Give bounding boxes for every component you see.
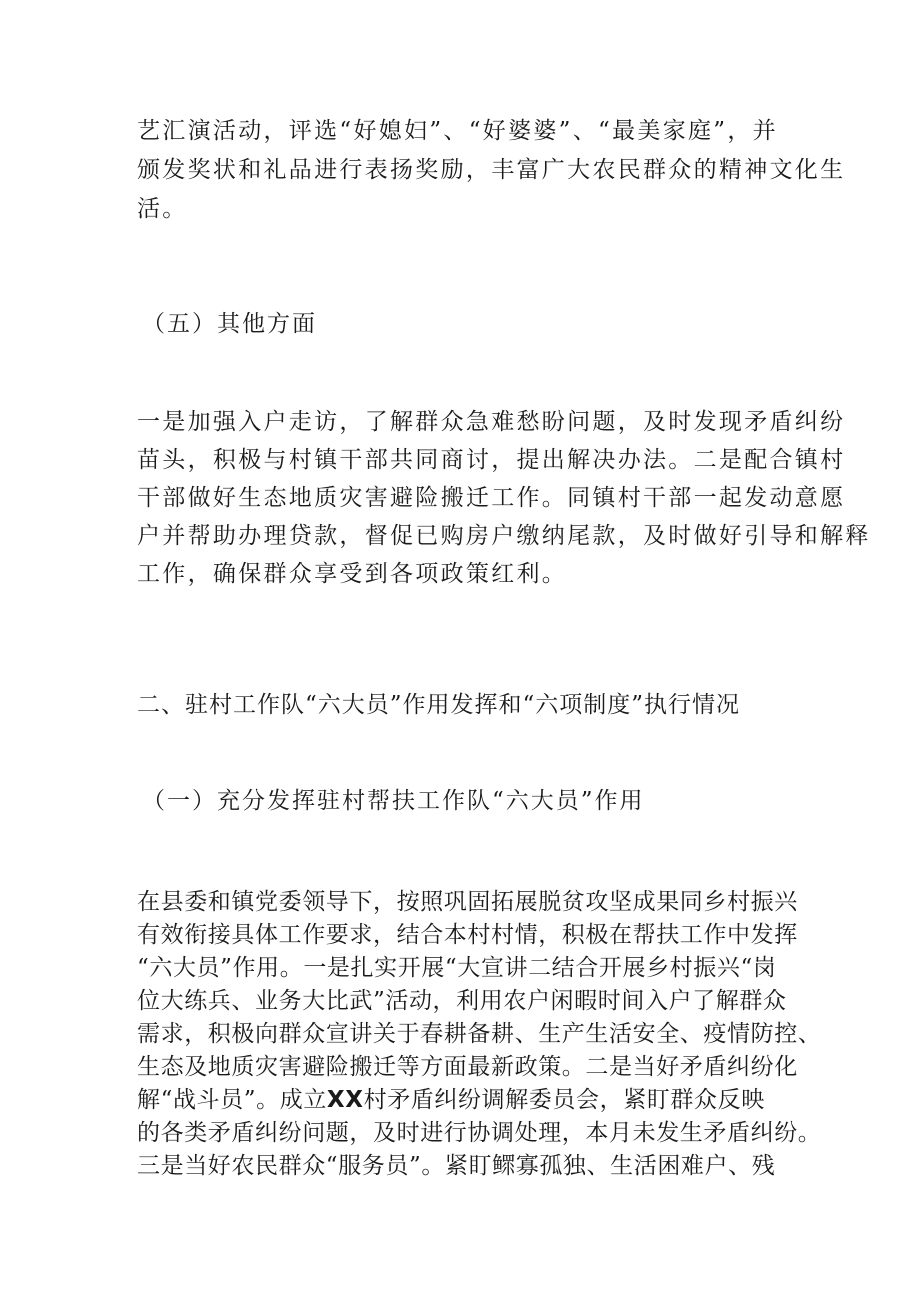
text-line: 干部做好生态地质灾害避险搬迁工作。同镇村干部一起发动意愿 (137, 485, 846, 511)
text-line: 生态及地质灾害避险搬迁等方面最新政策。二是当好矛盾纠纷化 (137, 1054, 798, 1080)
section-heading-other-aspects: （五）其他方面 (142, 311, 317, 337)
text-line: 艺汇演活动，评选“好媳妇”、“好婆婆”、“最美家庭”，并 (137, 118, 778, 144)
village-name-placeholder: XX (326, 1087, 364, 1113)
subsection-heading-six-members: （一）充分发挥驻村帮扶工作队“六大员”作用 (142, 788, 645, 814)
text-line: 活。 (137, 196, 188, 222)
paragraph-carryover (137, 112, 846, 229)
text-line: 户并帮助办理贷款，督促已购房户缴纳尾款，及时做好引导和解释 (137, 523, 871, 549)
text-line: 三是当好农民群众“服务员”。紧盯鳏寡孤独、生活困难户、残 (137, 1153, 776, 1179)
text-line: 需求，积极向群众宣讲关于春耕备耕、生产生活安全、疫情防控、 (137, 1021, 822, 1047)
text-line-with-village-name (137, 1084, 797, 1117)
paragraph-six-members (137, 886, 822, 1183)
text-line: 工作，确保群众享受到各项政策红利。 (137, 561, 568, 587)
text-line: 有效衔接具体工作要求，结合本村村情，积极在帮扶工作中发挥 (137, 922, 798, 948)
text-line: 位大练兵、业务大比武”活动，利用农户闲暇时间入户了解群众 (137, 988, 787, 1014)
text-segment: 解“战斗员”。成立 (137, 1087, 327, 1113)
text-line: 苗头，积极与村镇干部共同商讨，提出解决办法。二是配合镇村 (137, 447, 846, 473)
text-segment: 村矛盾纠纷调解委员会，紧盯群众反映 (363, 1087, 765, 1113)
text-line: “六大员”作用。一是扎实开展“大宣讲二结合开展乡村振兴“岗 (137, 955, 777, 981)
text-line: 一是加强入户走访，了解群众急难愁盼问题，及时发现矛盾纠纷 (137, 409, 846, 435)
text-line: 的各类矛盾纠纷问题，及时进行协调处理，本月未发生矛盾纠纷。 (137, 1120, 822, 1146)
text-line: 在县委和镇党委领导下，按照巩固拓展脱贫攻坚成果同乡村振兴 (137, 889, 798, 915)
paragraph-other-aspects (137, 403, 871, 593)
part-two-heading: 二、驻村工作队“六大员”作用发挥和“六项制度”执行情况 (137, 692, 741, 718)
text-line: 颁发奖状和礼品进行表扬奖励，丰富广大农民群众的精神文化生 (137, 157, 846, 183)
